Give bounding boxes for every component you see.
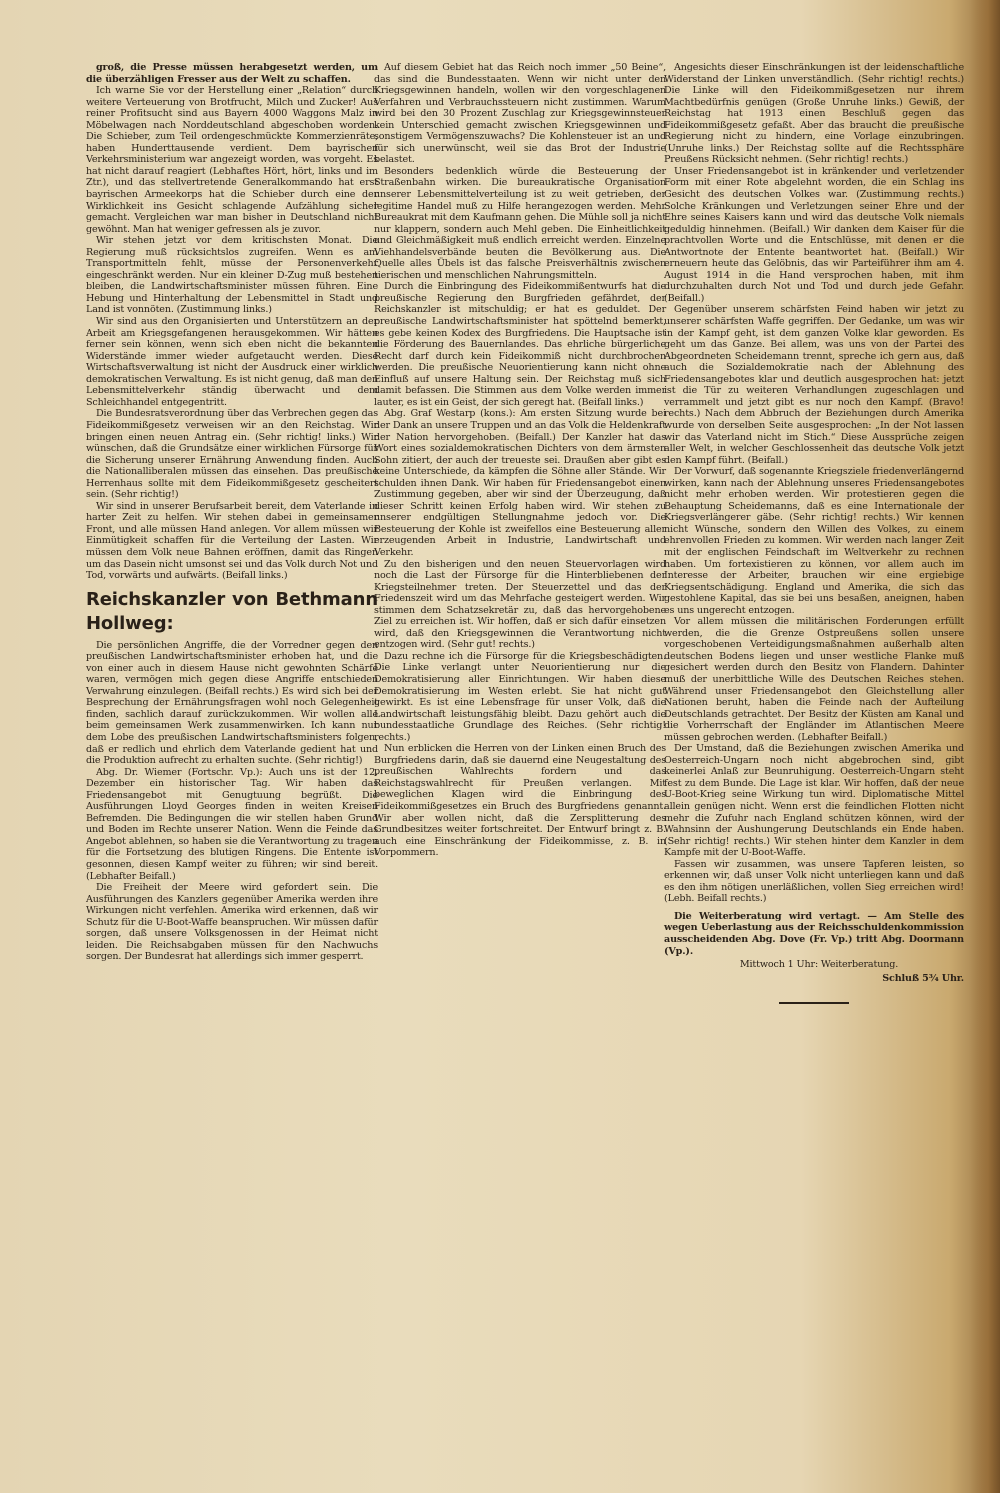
paragraph: Auf diesem Gebiet hat das Reich noch immer „50 Beine“, das sind die Bundesstaaten. Wenn wir nicht unter den Kriegsgewinnen handeln, wollen wir den vorgeschlagenen Verfahren und Verbrauchssteuern nicht zustimmen. Warum wird bei den 30 Prozent Zuschlag zur Kriegsgewinnsteuer kein Unterschied gemacht zwischen Kriegsgewinnen und sonstigem Vermögenszuwachs? Die Kohlensteuer ist an und für sich unerwünscht, weil sie das Brot der Industrie belastet.: [374, 62, 666, 166]
paragraph: Ich warne Sie vor der Herstellung einer „Relation“ durch weitere Verteuerung von Brotfrucht, Milch und Zucker! Aus reiner Profitsucht sind aus Bayern 4000 Waggons Malz in Möbelwagen nach Norddeutschland abgeschoben worden. Die Schieber, zum Teil ordengeschmückte Kommerzienräte, haben Hunderttausende verdient. Dem bayrischen Verkehrsministerium war angezeigt worden, was vorgeht. Es hat nicht darauf reagiert (Lebhaftes Hört, hört, links und im Ztr.), und das stellvertretende Generalkommando hat erst bayrischen Armeekorps hat die Schieber durch eine der Wirklichkeit ins Gesicht schlagende Aufzählung sicher gemacht. Vergleichen war man bisher in Deutschland nicht gewöhnt. Man hat weniger gefressen als je zuvor.: [86, 85, 378, 235]
paragraph: Die persönlichen Angriffe, die der Vorredner gegen den preußischen Landwirtschaftsminister erhoben hat, und die von einer auch in diesem Hause nicht gewohnten Schärfe waren, vermögen mich gegen diese Angriffe entschieden Verwahrung einzulegen. (Beifall rechts.) Es wird sich bei der Besprechung der Ernährungsfragen wohl noch Gelegenheit finden, sachlich darauf zurückzukommen. Wir wollen alle beim gemeinsamen Werk zusammenwirken. Ich kann nur dem Lobe des preußischen Landwirtschaftsministers folgen, daß er redlich und ehrlich dem Vaterlande gedient hat und die Produktion aufrecht zu erhalten suchte. (Sehr richtig!): [86, 639, 378, 767]
paragraph: Nun erblicken die Herren von der Linken einen Bruch des Burgfriedens darin, daß sie dauernd eine Neugestaltung des preußischen Wahlrechts fordern und das Reichstagswahlrecht für Preußen verlangen. Mit beweglichen Klagen wird die Einbringung des Fideikommißgesetzes ein Bruch des Burgfriedens genannt. Wir aber wollen nicht, daß die Zersplitterung des Grundbesitzes weiter fortschreitet. Der Entwurf bringt z. B. auch eine Einschränkung der Fideikommisse, z. B. in Vorpommern.: [374, 743, 666, 859]
paragraph: Abg. Dr. Wiemer (Fortschr. Vp.): Auch uns ist der 12. Dezember ein historischer Tag. Wir haben das Friedensangebot mit Genugtuung begrüßt. Die Ausführungen Lloyd Georges finden in weiten Kreisen Befremden. Die Bedingungen die wir stellen haben Grund und Boden im Rechte unserer Nation. Wenn die Feinde das Angebot ablehnen, so haben sie die Verantwortung zu tragen für die Fortsetzung des blutigen Ringens. Die Entente ist gesonnen, diesen Kampf weiter zu führen; wir sind bereit. (Lebhafter Beifall.): [86, 766, 378, 882]
paragraph: groß, die Presse müssen herabgesetzt werden, um die überzähligen Fresser aus der Welt zu schaffen.: [86, 62, 378, 85]
closing-note: Die Weiterberatung wird vertagt. — Am Stelle des wegen Ueberlastung aus der Reichsschuldenkommission ausscheidenden Abg. Dove (Fr. Vp.) tritt Abg. Doormann (Vp.).: [664, 910, 964, 957]
paragraph: Gegenüber unserem schärfsten Feind haben wir jetzt zu unserer schärfsten Waffe gegriffen. Der Gedanke, um was wir in der Kampf geht, ist dem ganzen Volke klar geworden. Es geht um das Ganze. Bei allem, was uns von der Partei des Abgeordneten Scheidemann trennt, spreche ich gern aus, daß auch die Sozialdemokratie nach der Ablehnung des Friedensangebotes klar und deutlich ausgesprochen hat: jetzt ist die Tür zu weiteren Verhandlungen zugeschlagen und verrammelt und jetzt gibt es nur noch den Kampf. (Bravo! rechts.) Nach dem Abbruch der Beziehungen durch Amerika wurde von derselben Seite ausgesprochen: „In der Not lassen wir das Vaterland nicht im Stich.“ Diese Aussprüche zeigen aller Welt, in welcher Geschlossenheit das deutsche Volk jetzt den Kampf führt. (Beifall.): [664, 304, 964, 466]
column-left: [86, 62, 378, 963]
page-edge-shadow: [970, 0, 1000, 1493]
paragraph: Wir stehen jetzt vor dem kritischsten Monat. Die Regierung muß rücksichtslos zugreifen. Wenn es am Transportmitteln fehlt, müsse der Personenverkehr eingeschränkt werden. Nur ein kleiner D-Zug muß bestehen bleiben, die Landwirtschaftsminister müssen führen. Eine Hebung und Hinterhaltung der Lebensmittel in Stadt und Land ist vonnöten. (Zustimmung links.): [86, 235, 378, 316]
paragraph: Die Freiheit der Meere wird gefordert sein. Die Ausführungen des Kanzlers gegenüber Amerika werden ihre Wirkungen nicht verfehlen. Amerika wird erkennen, daß wir Schutz für die U-Boot-Waffe beanspruchen. Wir müssen dafür sorgen, daß unsere Volksgenossen in der Heimat nicht leiden. Die Reichsabgaben müssen für den Nachwuchs sorgen. Der Bundesrat hat allerdings sich immer gesperrt.: [86, 882, 378, 963]
paragraph: Besonders bedenklich würde die Besteuerung der Straßenbahn wirken. Die bureaukratische Organisation unserer Lebensmittelverteilung ist zu weit getrieben, der legitime Handel muß zu Hilfe herangezogen werden. Mehr Bureaukrat mit dem Kaufmann gehen. Die Mühle soll ja nicht nur klappern, sondern auch Mehl geben. Die Einheitlichkeit und Gleichmäßigkeit muß endlich erreicht werden. Einzelne Viehhandelsverbände beuten die Bevölkerung aus. Die Quelle alles Übels ist das falsche Preisverhältnis zwischen tierischen und menschlichen Nahrungsmitteln.: [374, 165, 666, 281]
section-heading: Reichskanzler von Bethmann Hollweg:: [86, 588, 378, 634]
paragraph: Der Umstand, daß die Beziehungen zwischen Amerika und Oesterreich-Ungarn noch nicht abgebrochen sind, gibt keinerlei Anlaß zur Beunruhigung. Oesterreich-Ungarn steht fest zu dem Bunde. Die Lage ist klar. Wir hoffen, daß der neue U-Boot-Krieg seine Wirkung tun wird. Diplomatische Mittel allein genügen nicht. Wenn erst die feindlichen Flotten nicht mehr die Zufuhr nach England schützen können, wird der Wahnsinn der Aushungerung Deutschlands ein Ende haben. (Sehr richtig! rechts.) Wir stehen hinter dem Kanzler in dem Kampfe mit der U-Boot-Waffe.: [664, 743, 964, 859]
paragraph: Angesichts dieser Einschränkungen ist der leidenschaftliche Widerstand der Linken unverständlich. (Sehr richtig! rechts.) Die Linke will den Fideikommißgesetzen nur ihrem Machtbedürfnis genügen (Große Unruhe links.) Gewiß, der Reichstag hat 1913 einen Beschluß gegen das Fideikommißgesetz gefaßt. Aber das braucht die preußische Regierung nicht zu hindern, eine Vorlage einzubringen. (Unruhe links.) Der Reichstag sollte auf die Rechtssphäre Preußens Rücksicht nehmen. (Sehr richtig! rechts.): [664, 62, 964, 166]
column-middle: [374, 62, 666, 859]
paragraph: Die Bundesratsverordnung über das Verbrechen gegen das Fideikommißgesetz verweisen wir an den Reichstag. Wir bringen einen neuen Antrag ein. (Sehr richtig! links.) Wir wünschen, daß die Grundsätze einer wirklichen Fürsorge für die Sicherung unserer Ernährung Anwendung finden. Auch die Nationalliberalen müssen das einsehen. Das preußische Herrenhaus sollte mit dem Fideikommißgesetz gescheitert sein. (Sehr richtig!): [86, 408, 378, 501]
end-time: Schluß 5¾ Uhr.: [882, 972, 964, 984]
column-right: [664, 62, 964, 1004]
paragraph: Vor allem müssen die militärischen Forderungen erfüllt werden, die die Grenze Ostpreußens sollen unsere vorgeschobenen Verteidigungsmaßnahmen außerhalb alten deutschen Bodens liegen und unser westliche Flanke muß gesichert werden durch den Besitz von Flandern. Dahinter muß der unerbittliche Wille des Deutschen Reiches stehen. Während unser Friedensangebot den Gleichstellung aller Nationen beruht, haben die Feinde nach der Aufteilung Deutschlands getrachtet. Der Besitz der Küsten am Kanal und die Vorherrschaft der Engländer im Atlantischen Meere müssen gebrochen werden. (Lebhafter Beifall.): [664, 616, 964, 743]
paragraph: Abg. Graf Westarp (kons.): Am ersten Sitzung wurde bei der Dank an unsere Truppen und an das Volk die Heldenkraft der Nation hervorgehoben. (Beifall.) Der Kanzler hat das Wort eines sozialdemokratischen Dichters von dem ärmsten Sohn zitiert, der auch der treueste sei. Draußen aber gibt es keine Unterschiede, da kämpfen die Söhne aller Stände. Wir schulden ihnen Dank. Wir haben für Friedensangebot einen Zustimmung gegeben, aber wir sind der Überzeugung, daß dieser Schritt keinen Erfolg haben wird. Wir stehen zu unserer endgültigen Stellungnahme jedoch vor. Die Besteuerung der Kohle ist zweifellos eine Besteuerung aller erzeugenden Arbeit in Industrie, Landwirtschaft und Verkehr.: [374, 408, 666, 558]
paragraph: Unser Friedensangebot ist in kränkender und verletzender Form mit einer Rote abgelehnt worden, die ein Schlag ins Gesicht des deutschen Volkes war. (Zustimmung rechts.) Solche Kränkungen und Verletzungen seiner Ehre und der Ehre seines Kaisers kann und wird das deutsche Volk niemals geduldig hinnehmen. (Beifall.) Wir danken dem Kaiser für die prachtvollen Worte und die Entschlüsse, mit denen er die Antwortnote der Entente beantwortet hat. (Beifall.) Wir erneuern heute das Gelöbnis, das wir Parteiführer ihm am 4. August 1914 in die Hand versprochen haben, mit ihm durchzuhalten durch Not und Tod und durch jede Gefahr. (Beifall.): [664, 165, 964, 304]
paragraph: Wir sind aus den Organisierten und Unterstützern an der Arbeit am Kriegsgefangenen herausgekommen. Wir hätten ferner sein können, wenn sich eben nicht die bekannten Widerstände immer wieder aufgetaucht werden. Diese Wirtschaftsverwaltung ist nicht der Ausdruck einer wirklich demokratischen Verwaltung. Es ist nicht genug, daß man den Lebensmittelverkehr ständig überwacht und dem Schleichhandel entgegentritt.: [86, 316, 378, 408]
next-session: Mittwoch 1 Uhr: Weiterberatung.: [739, 959, 899, 971]
paragraph: Dazu rechne ich die Fürsorge für die Kriegsbeschädigten. Die Linke verlangt unter Neuorientierung nur die Demokratisierung aller Einrichtungen. Wir haben diese Demokratisierung im Westen erlebt. Sie hat nicht gut gewirkt. Es ist eine Lebensfrage für unser Volk, daß die Landwirtschaft leistungsfähig bleibt. Dazu gehört auch die bundesstaatliche Grundlage des Reiches. (Sehr richtig! rechts.): [374, 650, 666, 743]
paragraph: Durch die Einbringung des Fideikommißentwurfs hat die preußische Regierung den Burgfrieden gefährdet, der Reichskanzler ist mitschuldig; er hat es geduldet. Der preußische Landwirtschaftsminister hat spöttelnd bemerkt, es gebe keinen Kodex des Burgfriedens. Die Hauptsache ist die Förderung des Bauernlandes. Das ehrliche bürgerliche Recht darf durch kein Fideikommiß nicht durchbrochen werden. Die preußische Neuorientierung kann nicht ohne Einfluß auf unsere Haltung sein. Der Reichstag muß sich damit befassen. Die Stimmen aus dem Volke werden immer lauter, es ist ein Geist, der sich geregt hat. (Beifall links.): [374, 281, 666, 408]
paragraph: Zu den bisherigen und den neuen Steuervorlagen wird noch die Last der Fürsorge für die Hinterbliebenen der Kriegsteilnehmer treten. Der Steuerzettel und das der Friedenszeit wird um das Mehrfache gesteigert werden. Wir stimmen dem Schatzsekretär zu, daß das hervorgehobene Ziel zu erreichen ist. Wir hoffen, daß er sich dafür einsetzen wird, daß den Kriegsgewinnen die Verantwortung nicht entzogen wird. (Sehr gut! rechts.): [374, 558, 666, 651]
paragraph: Fassen wir zusammen, was unsere Tapferen leisten, so erkennen wir, daß unser Volk nicht unterliegen kann und daß es den ihm nötigen unerläßlichen, vollen Sieg erreichen wird! (Lebh. Beifall rechts.): [664, 858, 964, 905]
paragraph: Der Vorwurf, daß sogenannte Kriegsziele friedenverlängernd wirken, kann nach der Ablehnung unseres Friedensangebotes nicht mehr erhoben werden. Wir protestieren gegen die Behauptung Scheidemanns, daß es eine Internationale der Kriegsverlängerer gäbe. (Sehr richtig! rechts.) Wir kennen nicht Wünsche, sondern den Willen des Volkes, zu einem ehrenvollen Frieden zu kommen. Wir werden nach langer Zeit mit der englischen Feindschaft im Weltverkehr zu rechnen haben. Um fortexistieren zu können, vor allem auch im Interesse der Arbeiter, brauchen wir eine ergiebige Kriegsentschädigung. England und Amerika, die sich das gestohlene Kapital, das sie bei uns besaßen, aneignen, haben es uns ungerecht entzogen.: [664, 466, 964, 616]
end-rule: [779, 1002, 849, 1004]
paragraph: Wir sind in unserer Berufsarbeit bereit, dem Vaterlande in harter Zeit zu helfen. Wir stehen dabei in gemeinsamer Front, und alle müssen Hand anlegen. Vor allem müssen wir Einmütigkeit schaffen für die Verteilung der Lasten. Wir müssen dem Volk neue Bahnen eröffnen, damit das Ringen um das Dasein nicht umsonst sei und das Volk durch Not und Tod, vorwärts und aufwärts. (Beifall links.): [86, 500, 378, 582]
